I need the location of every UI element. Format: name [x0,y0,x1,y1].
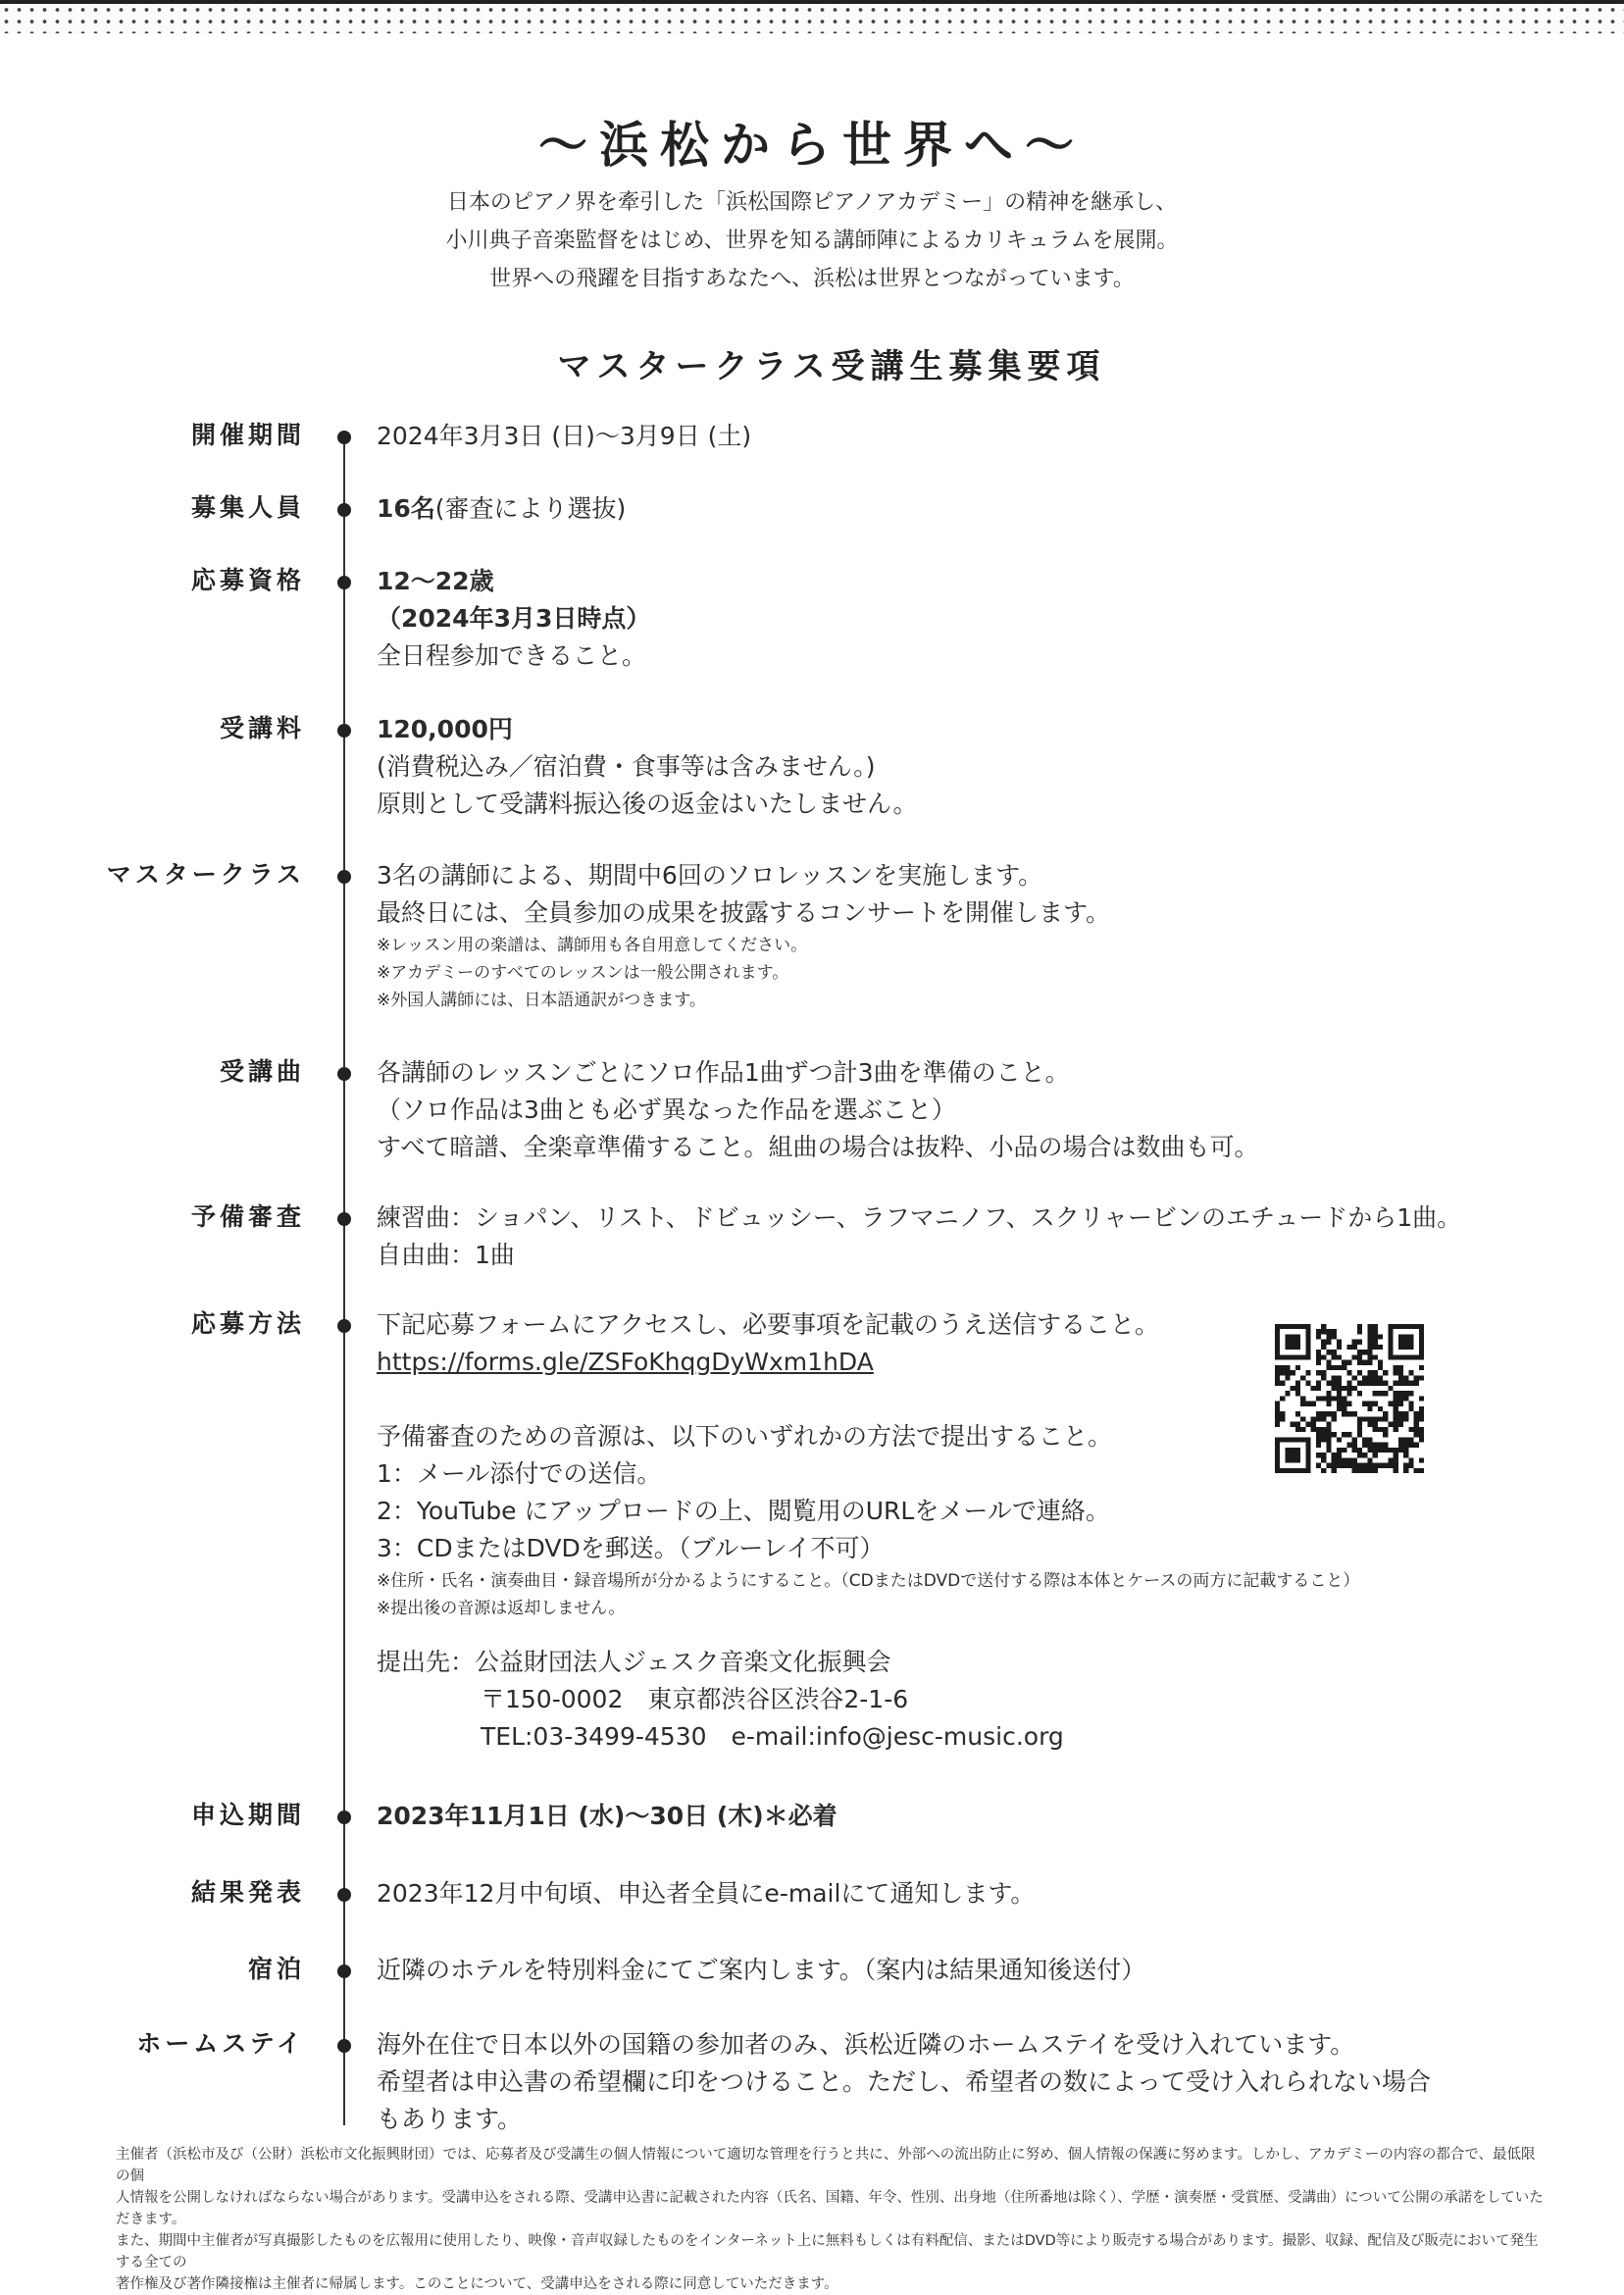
item-content [377,2026,1583,2138]
item-content [377,1952,1583,1989]
timeline-dot [337,1212,351,1226]
timeline-line [343,435,345,2125]
footer-line: また、期間中主催者が写真撮影したものを広報用に使用したり、映像・音声収録したものをインターネット上に無料もしくは有料配信、またはDVD等により販売する場合があります。撮影、収録、配信及び販売において発生する全ての [116,2233,1539,2270]
period-text: 2024年3月3日 (日)～3月9日 (土) [377,422,752,450]
masterclass-note: ※アカデミーのすべてのレッスンは一般公開されます。 [377,963,789,983]
intro-line: 世界への飛躍を目指すあなたへ、浜松は世界とつながっています。 [489,267,1135,291]
item-label: 申込期間 [190,1801,305,1829]
masterclass-note: ※外国人講師には、日本語通訳がつきます。 [377,991,706,1010]
intro-text [0,183,1624,298]
lodging-text: 近隣のホテルを特別料金にてご案内します。（案内は結果通知後送付） [377,1956,1146,1984]
item-label: マスタークラス [106,860,305,889]
results-text: 2023年12月中旬頃、申込者全員にe-mailにて通知します。 [377,1879,1036,1908]
pieces-line: 各講師のレッスンごとにソロ作品1曲ずつ計3曲を準備のこと。 [377,1058,1070,1087]
footer-line: 著作権及び著作隣接権は主催者に帰属します。このことについて、受講申込をされる際に同意していただきます。 [116,2276,838,2292]
item-content [377,418,1583,455]
item-content [377,563,1583,675]
eligibility-age: 12〜22歳 [377,567,494,595]
capacity-text [377,490,1583,528]
item-content [377,857,1583,1014]
masterclass-line: 3名の講師による、期間中6回のソロレッスンを実施します。 [377,861,1043,890]
item-label: 開催期間 [190,421,305,449]
item-label: 予備審査 [190,1202,305,1231]
preliminary-line: 練習曲：ショパン、リスト、ドビュッシー、ラフマニノフ、スクリャービンのエチュードから1曲。 [377,1203,1462,1232]
qr-code-icon[interactable] [1275,1324,1424,1473]
timeline-dot [337,1810,351,1824]
timeline-dot [337,724,351,738]
destination-contact: TEL:03-3499-4530 e-mail:info@jesc-music.org [481,1722,1064,1751]
item-label: ホームステイ [136,2029,305,2058]
item-label: 結果発表 [190,1878,305,1907]
masterclass-line: 最終日には、全員参加の成果を披露するコンサートを開催します。 [377,898,1111,927]
pieces-line: （ソロ作品は3曲とも必ず異なった作品を選ぶこと） [377,1096,956,1124]
item-content [377,1875,1583,1912]
intro-line: 日本のピアノ界を牽引した「浜松国際ピアノアカデミー」の精神を継承し、 [446,190,1178,215]
submission-option: 1：メール添付での送信。 [377,1459,662,1488]
timeline-dot [337,870,351,884]
destination-address: 〒150-0002 東京都渋谷区渋谷2-1-6 [481,1685,909,1713]
capacity-note: (審査により選抜) [434,494,627,523]
timeline-dot [337,2039,351,2053]
item-label: 応募資格 [190,566,305,594]
item-content [377,1199,1583,1274]
footer-line: 人情報を公開しなければならない場合があります。受講申込をされる際、受講申込書に記載された内容（氏名、国籍、年令、性別、出身地（住所番地は除く）、学歴・演奏歴・受賞歴、受講曲）について公開の承諾をしていただきます。 [116,2190,1544,2227]
destination-name: 提出先：公益財団法人ジェスク音楽文化振興会 [377,1648,891,1676]
timeline-dot [337,431,351,444]
timeline-dot [337,1964,351,1978]
footer-line: 主催者（浜松市及び（公財）浜松市文化振興財団）では、応募者及び受講生の個人情報について適切な管理を行うと共に、外部への流出防止に努め、個人情報の保護に努めます。しかし、アカデミーの内容の都合で、最低限の個 [116,2147,1536,2184]
fee-refund: 原則として受講料振込後の返金はいたしません。 [377,790,918,818]
item-label: 宿泊 [247,1955,305,1983]
fee-amount: 120,000円 [377,715,513,743]
item-content [377,1054,1583,1166]
submission-option: 2：YouTube にアップロードの上、閲覧用のURLをメールで連絡。 [377,1497,1110,1525]
application-form-link[interactable]: https://forms.gle/ZSFoKhqgDyWxm1hDA [377,1348,874,1376]
masterclass-note: ※レッスン用の楽譜は、講師用も各自用意してください。 [377,936,808,955]
spacer [377,1622,1583,1644]
timeline-dot [337,1888,351,1902]
item-label: 応募方法 [190,1309,305,1338]
homestay-line: 海外在住で日本以外の国籍の参加者のみ、浜松近隣のホームステイを受け入れています。 [377,2030,1355,2059]
eligibility-date: （2024年3月3日時点） [377,604,651,633]
timeline-dot [337,1319,351,1333]
eligibility-condition: 全日程参加できること。 [377,641,647,670]
application-note: ※提出後の音源は返却しません。 [377,1599,626,1618]
capacity-count: 16名 [377,494,435,523]
preliminary-line: 自由曲：1曲 [377,1241,515,1269]
item-content [377,1798,1583,1835]
item-label: 募集人員 [190,493,305,522]
section-title: マスタークラス受講生募集要項 [557,347,1106,386]
item-content [377,711,1583,823]
homestay-line: 希望者は申込書の希望欄に印をつけること。ただし、希望者の数によって受け入れられない場合 [377,2067,1432,2096]
application-line: 下記応募フォームにアクセスし、必要事項を記載のうえ送信すること。 [377,1310,1160,1339]
timeline-dot [337,1067,351,1081]
timeline-dot [337,576,351,589]
fee-note: (消費税込み／宿泊費・食事等は含みません。) [377,752,876,781]
deadline-text: 2023年11月1日 (水)～30日 (木)＊必着 [377,1802,837,1830]
hero-title: 〜浜松から世界へ〜 [538,116,1086,174]
submission-option: 3：CDまたはDVDを郵送。（ブルーレイ不可） [377,1534,885,1562]
item-content [377,490,1583,528]
application-line: 予備審査のための音源は、以下のいずれかの方法で提出すること。 [377,1422,1113,1451]
item-label: 受講料 [219,714,305,742]
item-label: 受講曲 [219,1057,305,1086]
application-note: ※住所・氏名・演奏曲目・録音場所が分かるようにすること。（CDまたはDVDで送付する際は本体とケースの両方に記載すること） [377,1571,1360,1591]
privacy-footer [116,2144,1548,2295]
timeline-dot [337,503,351,517]
intro-line: 小川典子音楽監督をはじめ、世界を知る講師陣によるカリキュラムを展開。 [445,229,1179,253]
pieces-line: すべて暗譜、全楽章準備すること。組曲の場合は抜粋、小品の場合は数曲も可。 [377,1133,1259,1161]
homestay-line: もあります。 [377,2105,523,2133]
